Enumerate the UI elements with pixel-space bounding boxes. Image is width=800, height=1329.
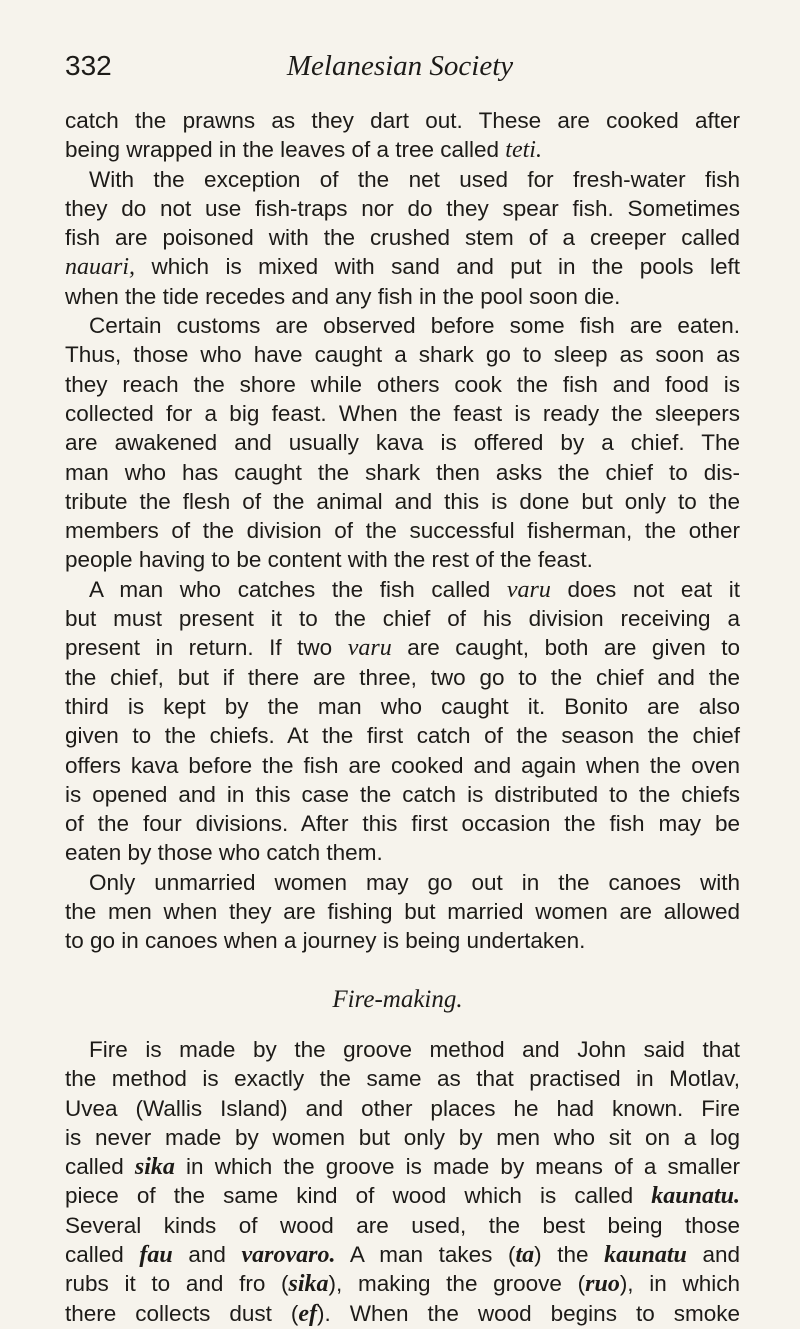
text-line	[65, 516, 740, 545]
text-line	[65, 663, 740, 692]
text-run: is never made by women but only by men who sit on a log	[65, 1124, 740, 1150]
text-run: Fire is made by the groove method and John said that	[89, 1036, 740, 1062]
text-line	[65, 868, 740, 897]
text-run: offers kava before the fish are cooked and again when the oven	[65, 752, 740, 778]
italic-term: varu	[506, 576, 551, 603]
text-run: the men when they are fishing but married women are allowed	[65, 899, 740, 925]
text-run: of the four divisions. After this first occasion the fish may be	[65, 811, 740, 837]
text-line	[65, 604, 740, 633]
italic-term: varu	[347, 635, 392, 662]
text-run: is opened and in this case the catch is distributed to the chiefs	[65, 781, 740, 807]
text-run: ), making the groove (	[328, 1271, 586, 1297]
text-run: being wrapped in the leaves of a tree called	[65, 137, 506, 163]
native-term: ef	[298, 1300, 318, 1327]
text-line	[65, 252, 740, 281]
text-line	[65, 751, 740, 780]
text-run: does not eat it	[550, 576, 740, 602]
text-line	[65, 165, 740, 194]
text-line	[65, 809, 740, 838]
text-line	[65, 692, 740, 721]
text-run: which is mixed with sand and put in the pools left	[135, 254, 740, 280]
text-run: third is kept by the man who caught it. Bonito are also	[65, 693, 740, 719]
text-line	[65, 370, 740, 399]
text-run: present in return. If two	[65, 635, 348, 661]
native-term: ruo	[585, 1271, 620, 1298]
text-line	[65, 458, 740, 487]
text-run: and	[686, 1241, 740, 1267]
native-term: fau	[139, 1241, 173, 1268]
text-run: rubs it to and fro (	[65, 1271, 289, 1297]
text-run: catch the prawns as they dart out. These are cooked after	[65, 108, 740, 133]
text-run: Several kinds of wood are used, the best being those	[65, 1212, 740, 1238]
text-line	[65, 838, 740, 867]
native-term: ta	[515, 1241, 535, 1268]
text-line	[65, 1152, 740, 1181]
text-run: members of the division of the successful fisherman, the other	[65, 518, 740, 544]
text-run: A man takes (	[335, 1241, 516, 1267]
text-line	[65, 282, 740, 311]
text-line	[65, 487, 740, 516]
text-run: people having to be content with the rest of the feast.	[65, 547, 593, 573]
text-line	[65, 311, 740, 340]
native-term: sika	[288, 1271, 329, 1298]
text-run: called	[65, 1154, 135, 1180]
page-header	[65, 50, 735, 90]
text-run: A man who catches the fish called	[89, 576, 507, 602]
text-line	[65, 428, 740, 457]
text-run: Certain customs are observed before some fish are eaten.	[89, 313, 740, 339]
text-line	[65, 721, 740, 750]
text-run: there collects dust (	[65, 1300, 299, 1326]
italic-term: nauari,	[65, 254, 136, 281]
body-text	[65, 106, 740, 1328]
native-term: varovaro.	[241, 1241, 336, 1268]
fishing-section	[65, 106, 740, 956]
text-line	[65, 1094, 740, 1123]
text-line	[65, 897, 740, 926]
text-line	[65, 1211, 740, 1240]
text-run: tribute the flesh of the animal and this is done but only to the	[65, 488, 740, 514]
text-line	[65, 1240, 740, 1269]
text-line	[65, 106, 740, 135]
text-line	[65, 1181, 740, 1210]
text-run: fish are poisoned with the crushed stem of a creeper called	[65, 225, 740, 251]
text-run: they do not use fish-traps nor do they spear fish. Sometimes	[65, 195, 740, 221]
text-run: when the tide recedes and any fish in the pool soon die.	[65, 283, 621, 309]
text-line	[65, 223, 740, 252]
text-run: are awakened and usually kava is offered by a chief. The	[65, 430, 740, 456]
text-run: given to the chiefs. At the first catch of the season the chief	[65, 723, 740, 749]
text-line	[65, 399, 740, 428]
text-run: they reach the shore while others cook the fish and food is	[65, 371, 740, 397]
text-run: the chief, but if there are three, two go to the chief and the	[65, 664, 740, 690]
text-run: Only unmarried women may go out in the canoes with	[89, 869, 740, 895]
text-line	[65, 780, 740, 809]
text-run: eaten by those who catch them.	[65, 840, 383, 866]
text-line	[65, 575, 740, 604]
text-line	[65, 1035, 740, 1064]
text-line	[65, 926, 740, 955]
text-line	[65, 1269, 740, 1298]
text-run: Uvea (Wallis Island) and other places he had known. Fire	[65, 1095, 740, 1121]
text-run: collected for a big feast. When the feast is ready the sleepers	[65, 400, 740, 426]
text-line	[65, 194, 740, 223]
text-line	[65, 1064, 740, 1093]
text-line	[65, 1299, 740, 1328]
text-run: ). When the wood begins to smoke	[317, 1300, 740, 1326]
text-line	[65, 633, 740, 662]
native-term: kaunatu	[604, 1241, 687, 1268]
text-run: but must present it to the chief of his division receiving a	[65, 606, 740, 632]
text-run: piece of the same kind of wood which is called	[65, 1183, 652, 1209]
text-run: With the exception of the net used for fresh-water fish	[89, 166, 740, 192]
text-run: the method is exactly the same as that practised in Motlav,	[65, 1066, 740, 1092]
fire-making-section	[65, 1035, 740, 1328]
text-line	[65, 340, 740, 369]
text-run: are caught, both are given to	[391, 635, 740, 661]
text-run: ) the	[534, 1241, 605, 1267]
text-run: Thus, those who have caught a shark go to sleep as soon as	[65, 342, 740, 368]
text-line	[65, 545, 740, 574]
text-run: in which the groove is made by means of a smaller	[174, 1154, 740, 1180]
text-run: ), in which	[619, 1271, 740, 1297]
text-line	[65, 135, 740, 164]
native-term: kaunatu.	[651, 1183, 740, 1210]
text-run: to go in canoes when a journey is being undertaken.	[65, 928, 586, 954]
running-title: Melanesian Society	[286, 50, 514, 82]
text-run: man who has caught the shark then asks the chief to dis-	[65, 459, 740, 485]
text-line	[65, 1123, 740, 1152]
text-run: and	[172, 1241, 242, 1267]
page-number: 332	[65, 50, 112, 81]
native-term: sika	[134, 1154, 175, 1181]
italic-term: teti.	[505, 137, 542, 164]
section-heading: Fire-making.	[332, 985, 463, 1013]
text-run: called	[65, 1241, 140, 1267]
